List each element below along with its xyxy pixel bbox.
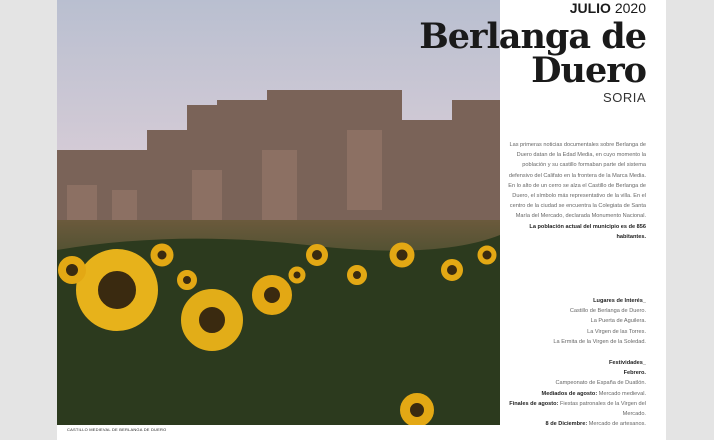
festivities-section <box>505 358 646 429</box>
festivity-text: Campeonato de España de Duatlón. <box>555 380 646 387</box>
festivity-label: Mediados de agosto: <box>541 390 598 397</box>
places-section <box>505 296 646 347</box>
title-line-1: Berlanga de <box>419 16 646 57</box>
places-heading: Lugares de Interés_ <box>593 298 646 304</box>
festivities-heading: Festividades_ <box>609 360 646 366</box>
region-label: SORIA <box>603 90 646 105</box>
page-title <box>419 16 646 91</box>
title-line-2: Duero <box>531 50 646 91</box>
festivity-text: Mercado de artesanos. <box>587 421 646 428</box>
festivity-text: Mercado medieval. <box>597 390 646 397</box>
place-item: La Puerta de Aguilera. <box>590 318 646 325</box>
issue-date <box>419 0 646 16</box>
festivity-label: 8 de Diciembre: <box>545 421 588 428</box>
place-item: La Virgen de las Torres. <box>587 328 646 335</box>
article-header <box>419 0 646 105</box>
photo-caption: CASTILLO MEDIEVAL DE BERLANGA DE DUERO <box>57 425 185 433</box>
intro-paragraph-1: Las primeras noticias documentales sobre Berlanga de Duero datan de la Edad Media, en cuyo momento la población y su castillo formaban parte del sistema defensivo del Califato en la frontera de la Marca Media. <box>508 142 646 179</box>
festivity-label: Finales de agosto: <box>509 400 559 407</box>
place-item: Castillo de Berlanga de Duero. <box>569 308 646 315</box>
issue-year: 2020 <box>614 0 646 16</box>
festivity-text: Fiestas patronales de la Virgen del Mercado. <box>558 400 646 418</box>
population-text: La población actual del municipio es de 856 habitantes. <box>529 223 646 240</box>
place-item: La Ermita de la Virgen de la Soledad. <box>553 338 646 345</box>
intro-text <box>505 140 646 242</box>
issue-month: JULIO <box>569 0 611 16</box>
intro-paragraph-2: En lo alto de un cerro se alza el Castillo de Berlanga de Duero, el símbolo más representativo de la villa. En el centro de la ciudad se encuentra la Colegiata de Santa María del Mercado, declarada Monumento Nacional. <box>508 182 646 220</box>
festivity-label: Febrero. <box>623 370 646 377</box>
